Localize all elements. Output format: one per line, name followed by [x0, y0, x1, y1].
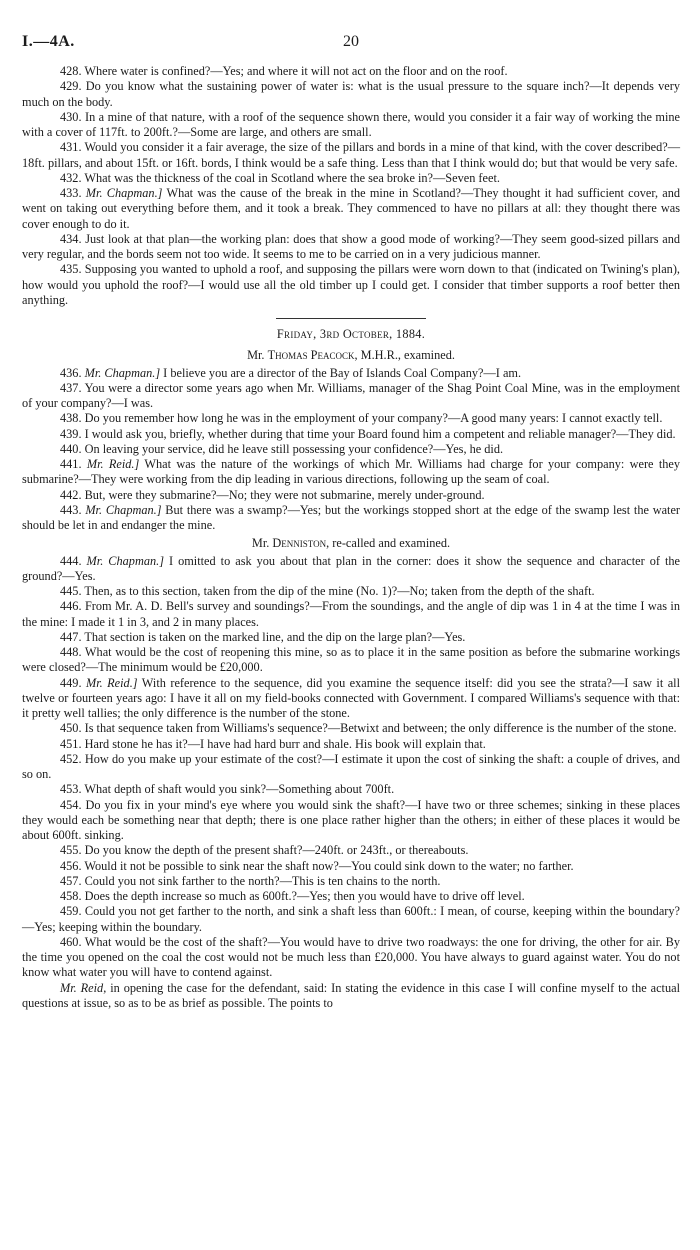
question-text: What was the cause of the break in the mine in Scotland?—They thought it had sufficient cover, and went on taking out everything before them, and it took a break. They commenced to have no pillars at all: they thought there was cover enough to do it. [22, 186, 681, 231]
question-number: 445. [60, 584, 82, 598]
closing-text: in opening the case for the defendant, said: In stating the evidence in this case I will confine myself to the actual questions at issue, so as to be as brief as possible. The points to [22, 980, 680, 1010]
question-paragraph [22, 798, 680, 844]
question-text: Could you not get farther to the north, and sink a shaft less than 600ft.: I mean, of course, keeping within the boundary?—Yes; keeping within the boundary. [22, 904, 680, 934]
closing-paragraph [22, 981, 680, 1012]
question-number: 433. [60, 186, 82, 200]
question-number: 451. [60, 736, 82, 751]
question-number: 442. [60, 487, 82, 502]
question-paragraph [22, 935, 680, 981]
question-number: 448. [60, 645, 82, 659]
question-paragraph [22, 630, 680, 645]
question-text: I omitted to ask you about that plan in the corner: does it show the sequence and character of the ground?—Yes. [22, 553, 681, 583]
witness-name: Denniston [272, 536, 327, 551]
question-text: Do you remember how long he was in the employment of your company?—A good many years: I cannot exactly tell. [81, 411, 663, 426]
speaker-name: Mr. Chapman.] [84, 365, 161, 380]
question-number: 437. [60, 380, 82, 395]
question-text: With reference to the sequence, did you examine the sequence itself: did you see the strata?—I saw it all twelve or fourteen years ago: I have it all on my field-books connected with Government. I compared Williams's sequence with that: it pretty well tallies; the only difference is the number of the stone. [22, 675, 680, 720]
speaker-name: Mr. Chapman.] [86, 553, 164, 568]
question-number: 439. [60, 426, 82, 441]
question-paragraph [22, 457, 680, 488]
question-number: 436. [60, 365, 82, 380]
question-number: 459. [60, 904, 82, 919]
question-paragraph [22, 645, 680, 676]
question-paragraph: 431. Would you consider it a fair average, the size of the pillars and bords in a mine of that kind, with the cover described?—18ft. pillars, and about 15ft. or 16ft. bords, I think would be a safe thing. Less than that I think would do; but that would be very safe. [22, 140, 680, 170]
question-number: 454. [60, 797, 82, 812]
question-paragraph [22, 843, 680, 858]
question-paragraph [22, 366, 680, 381]
witness-heading: Mr. Denniston, re-called and examined. [251, 536, 451, 551]
section-divider [276, 318, 426, 319]
question-paragraph [22, 721, 680, 736]
speaker-name: Mr. Reid.] [86, 457, 140, 471]
question-paragraph [22, 737, 680, 752]
question-text: On leaving your service, did he leave still possessing your confidence?—Yes, he did. [81, 441, 504, 456]
examination-peacock [22, 366, 680, 534]
question-text: What depth of shaft would you sink?—Something about 700ft. [81, 782, 395, 797]
witness-name: Thomas Peacock [267, 348, 355, 363]
question-text: Is that sequence taken from Williams's sequence?—Betwixt and between; the only difference is the number of the stone. [81, 721, 677, 736]
question-number: 438. [60, 411, 82, 426]
page-number: 20 [343, 33, 359, 50]
question-number: 460. [60, 934, 82, 949]
speaker-name: Mr. Reid.] [85, 675, 138, 690]
question-text: That section is taken on the marked line, and the dip on the large plan?—Yes. [81, 629, 466, 644]
question-text: Do you fix in your mind's eye where you would sink the shaft?—I have two or three schemes; sinking in these places they would each be something near that depth; there is one place rather higher than the others; in either of these places it would be about 600ft. sinking. [22, 797, 680, 842]
question-paragraph: 432. What was the thickness of the coal in Scotland where the sea broke in?—Seven feet. [60, 170, 500, 185]
question-paragraph [22, 904, 680, 935]
question-paragraph [22, 782, 680, 797]
question-text: Hard stone he has it?—I have had hard burr and shale. His book will explain that. [81, 736, 486, 751]
question-text: What was the nature of the workings of which Mr. Williams had charge for your company: were they submarine?—They were working from the dip leading in various directions, following up the seam of coal. [22, 457, 680, 487]
date-heading: Friday, 3rd October, 1884. [276, 327, 426, 341]
question-text: What would be the cost of the shaft?—You would have to drive two roadways: the one for driving, the other for air. By the time you opened on the coal the cost would not be much less than £20,000. You have always to guard against water. You do not know what water you will have to contend against. [22, 934, 680, 980]
question-paragraph [22, 427, 680, 442]
question-number: 449. [60, 675, 82, 690]
question-paragraph [22, 599, 680, 630]
question-number: 450. [60, 721, 82, 736]
paper-reference: I.—4A. [22, 33, 75, 50]
question-number: 441. [60, 457, 82, 471]
speaker-name: Mr. Chapman.] [85, 186, 163, 200]
question-text: What would be the cost of reopening this mine, so as to place it in the same position as before the submarine workings were closed?—The minimum would be £20,000. [22, 645, 680, 675]
page-header [22, 34, 680, 64]
question-paragraph: 429. Do you know what the sustaining power of water is: what is the usual pressure to the square inch?—It depends very much on the body. [22, 79, 680, 109]
question-paragraph: 428. Where water is confined?—Yes; and where it will not act on the floor and on the roof. [60, 64, 508, 78]
question-number: 447. [60, 629, 82, 644]
question-number: 453. [60, 782, 82, 797]
question-paragraph [22, 874, 680, 889]
speaker-name: Mr. Reid, [60, 980, 107, 995]
question-number: 457. [60, 873, 82, 888]
question-paragraph [22, 584, 680, 599]
question-paragraph [22, 488, 680, 503]
question-paragraph [22, 554, 680, 585]
question-paragraph [22, 186, 680, 232]
question-text: But there was a swamp?—Yes; but the workings stopped short at the edge of the swamp lest the water should be let in and endanger the mine. [22, 502, 681, 532]
question-text: From Mr. A. D. Bell's survey and soundings?—From the soundings, and the angle of dip was 1 in 4 at the time I was in the mine: I made it 1 in 3, and 2 in many places. [22, 599, 680, 629]
question-text: Does the depth increase so much as 600ft.?—Yes; then you would have to drive off level. [81, 889, 525, 903]
question-number: 443. [60, 502, 82, 517]
question-paragraph: 430. In a mine of that nature, with a roof of the sequence shown there, would you consider it a fair way of working the mine with a cover of 117ft. to 200ft.?—Some are large, and others are small. [22, 109, 680, 139]
question-number: 455. [60, 843, 82, 858]
question-paragraph [22, 676, 680, 722]
question-paragraph [22, 503, 680, 534]
question-paragraph: 435. Supposing you wanted to uphold a roof, and supposing the pillars were worn down to that (indicated on Twining's plan), how would you uphold the roof?—I would use all the old timber up I could get. I consider that timber supports a roof better then anything. [22, 262, 680, 307]
question-number: 440. [60, 441, 82, 456]
question-text: I believe you are a director of the Bay of Islands Coal Company?—I am. [160, 365, 522, 380]
question-number: 444. [60, 553, 82, 568]
question-text: You were a director some years ago when Mr. Williams, manager of the Shag Point Coal Mine, was in the employment of your company?—I was. [22, 380, 680, 410]
question-text: How do you make up your estimate of the cost?—I estimate it upon the cost of sinking the shaft: a couple of drives, and so on. [22, 751, 680, 781]
question-text: Would it not be possible to sink near the shaft now?—You could sink down to the water; no farther. [81, 858, 574, 873]
question-number: 446. [60, 599, 82, 614]
question-paragraph: 434. Just look at that plan—the working plan: does that show a good mode of working?—They seem good-sized pillars and very regular, and the bords seem not too wide. It seems to me to be carried on in a very judicious manner. [22, 231, 680, 261]
question-number: 452. [60, 751, 82, 766]
question-paragraph [22, 442, 680, 457]
question-text: Could you not sink farther to the north?—This is ten chains to the north. [81, 873, 441, 888]
question-paragraph [22, 859, 680, 874]
question-paragraph [22, 381, 680, 412]
question-text: Then, as to this section, taken from the dip of the mine (No. 1)?—No; taken from the depth of the shaft. [81, 584, 595, 598]
witness-heading: Mr. Thomas Peacock, M.H.R., examined. [247, 348, 455, 363]
speaker-name: Mr. Chapman.] [85, 502, 162, 517]
question-text: Do you know the depth of the present shaft?—240ft. or 243ft., or thereabouts. [81, 843, 469, 858]
question-number: 458. [60, 889, 82, 903]
question-paragraph [22, 752, 680, 783]
question-paragraph [22, 411, 680, 426]
question-paragraph [22, 889, 680, 904]
question-text: But, were they submarine?—No; they were not submarine, merely under-ground. [81, 487, 485, 502]
examination-denniston [22, 554, 680, 981]
question-number: 456. [60, 858, 82, 873]
question-text: I would ask you, briefly, whether during that time your Board found him a competent and reliable manager?—They did. [81, 426, 676, 441]
